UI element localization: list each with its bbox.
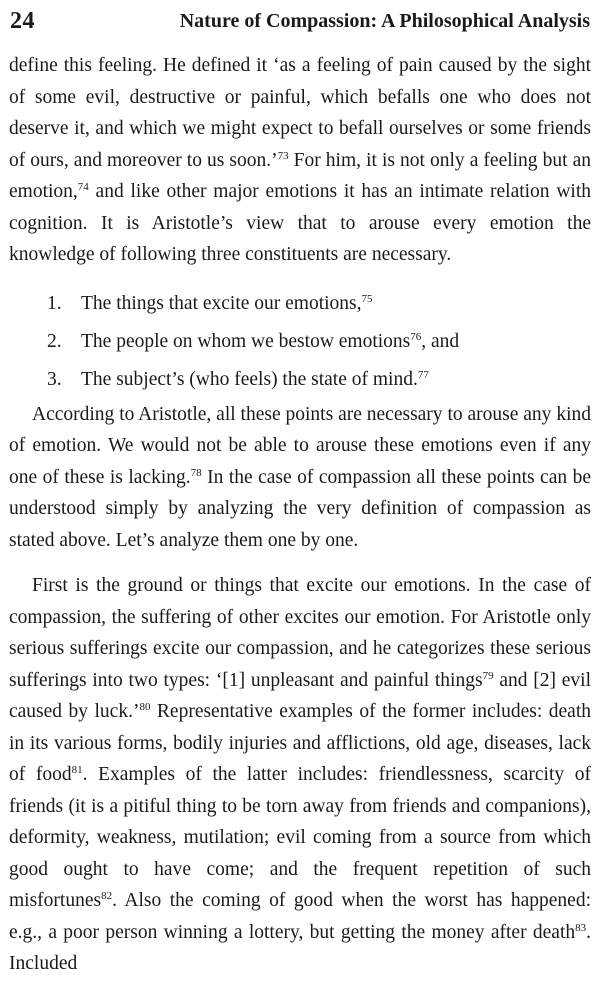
paragraph-aristotle [9,399,591,557]
list-item-number: 3. [47,368,62,390]
footnote-ref-77: 77 [417,368,429,381]
paragraph-text: . Examples of the latter includes: friendlessness, scarcity of friends (it is a pitiful thing to be torn away from friends and companions), deformity, weakness, mutilation; evil coming from a source from which good ought to have come; and the frequent repetition of such misfortunes [9,764,591,911]
footnote-ref-76: 76 [410,330,422,343]
paragraph-text: . Included [9,921,591,974]
running-title: Nature of Compassion: A Philosophical Analysis [179,10,590,32]
page-number: 24 [10,8,35,34]
paragraph-text: . Also the coming of good when the worst has happened: e.g., a poor person winning a lottery, but getting the money after death [9,890,591,943]
list-item-number: 1. [47,292,62,314]
paragraph-ground [9,570,591,980]
footnote-ref-83: 83 [575,921,587,934]
paragraph-text: and like other major emotions it has an intimate relation with cognition. It is Aristotle’s view that to arouse every emotion the knowledge of following three constituents are necessary. [9,181,591,265]
list-item-text: The subject’s (who feels) the state of mind. [81,368,418,390]
paragraph-text: For him, it is not only a feeling but an emotion, [9,149,591,202]
list-item-tail: , and [421,330,460,352]
list-item [9,361,591,399]
page-body [9,50,591,980]
paragraph-text: Representative examples of the former includes: death in its various forms, bodily injuries and afflictions, old age, diseases, lack of food [9,701,591,785]
paragraph-text: define this feeling. He defined it ‘as a feeling of pain caused by the sight of some evil, destructive or painful, which befalls one who does not deserve it, and which we might expect to befall ourselves or some friends of ours, and moreover to us soon.’ [9,55,591,171]
paragraph-definition [9,50,591,271]
paragraph-text: First is the ground or things that excite our emotions. In the case of compassion, the suffering of other excites our emotion. For Aristotle only serious sufferings excite our compassion, and he categorizes these serious sufferings into two types: ‘[1] unpleasant and painful things [9,575,591,691]
paragraph-text: and [2] evil caused by luck.’ [9,669,591,722]
page-header [10,6,590,46]
constituents-list [9,285,591,399]
list-item [9,323,591,361]
footnote-ref-80: 80 [139,701,151,713]
footnote-ref-75: 75 [361,292,373,305]
paragraph-text: In the case of compassion all these points can be understood simply by analyzing the very definition of compassion as stated above. Let’s analyze them one by one. [9,466,591,551]
footnote-ref-74: 74 [77,181,89,193]
list-item-text: The things that excite our emotions, [81,292,362,314]
paragraph-text: According to Aristotle, all these points are necessary to arouse any kind of emotion. We would not be able to arouse these emotions even if any one of these is lacking. [9,403,591,488]
footnote-ref-79: 79 [482,669,494,682]
footnote-ref-81: 81 [71,764,83,776]
footnote-ref-73: 73 [277,149,289,162]
footnote-ref-82: 82 [101,890,113,902]
footnote-ref-78: 78 [190,466,202,479]
list-item-text: The people on whom we bestow emotions [81,330,411,352]
list-item [9,285,591,323]
list-item-number: 2. [47,330,62,352]
